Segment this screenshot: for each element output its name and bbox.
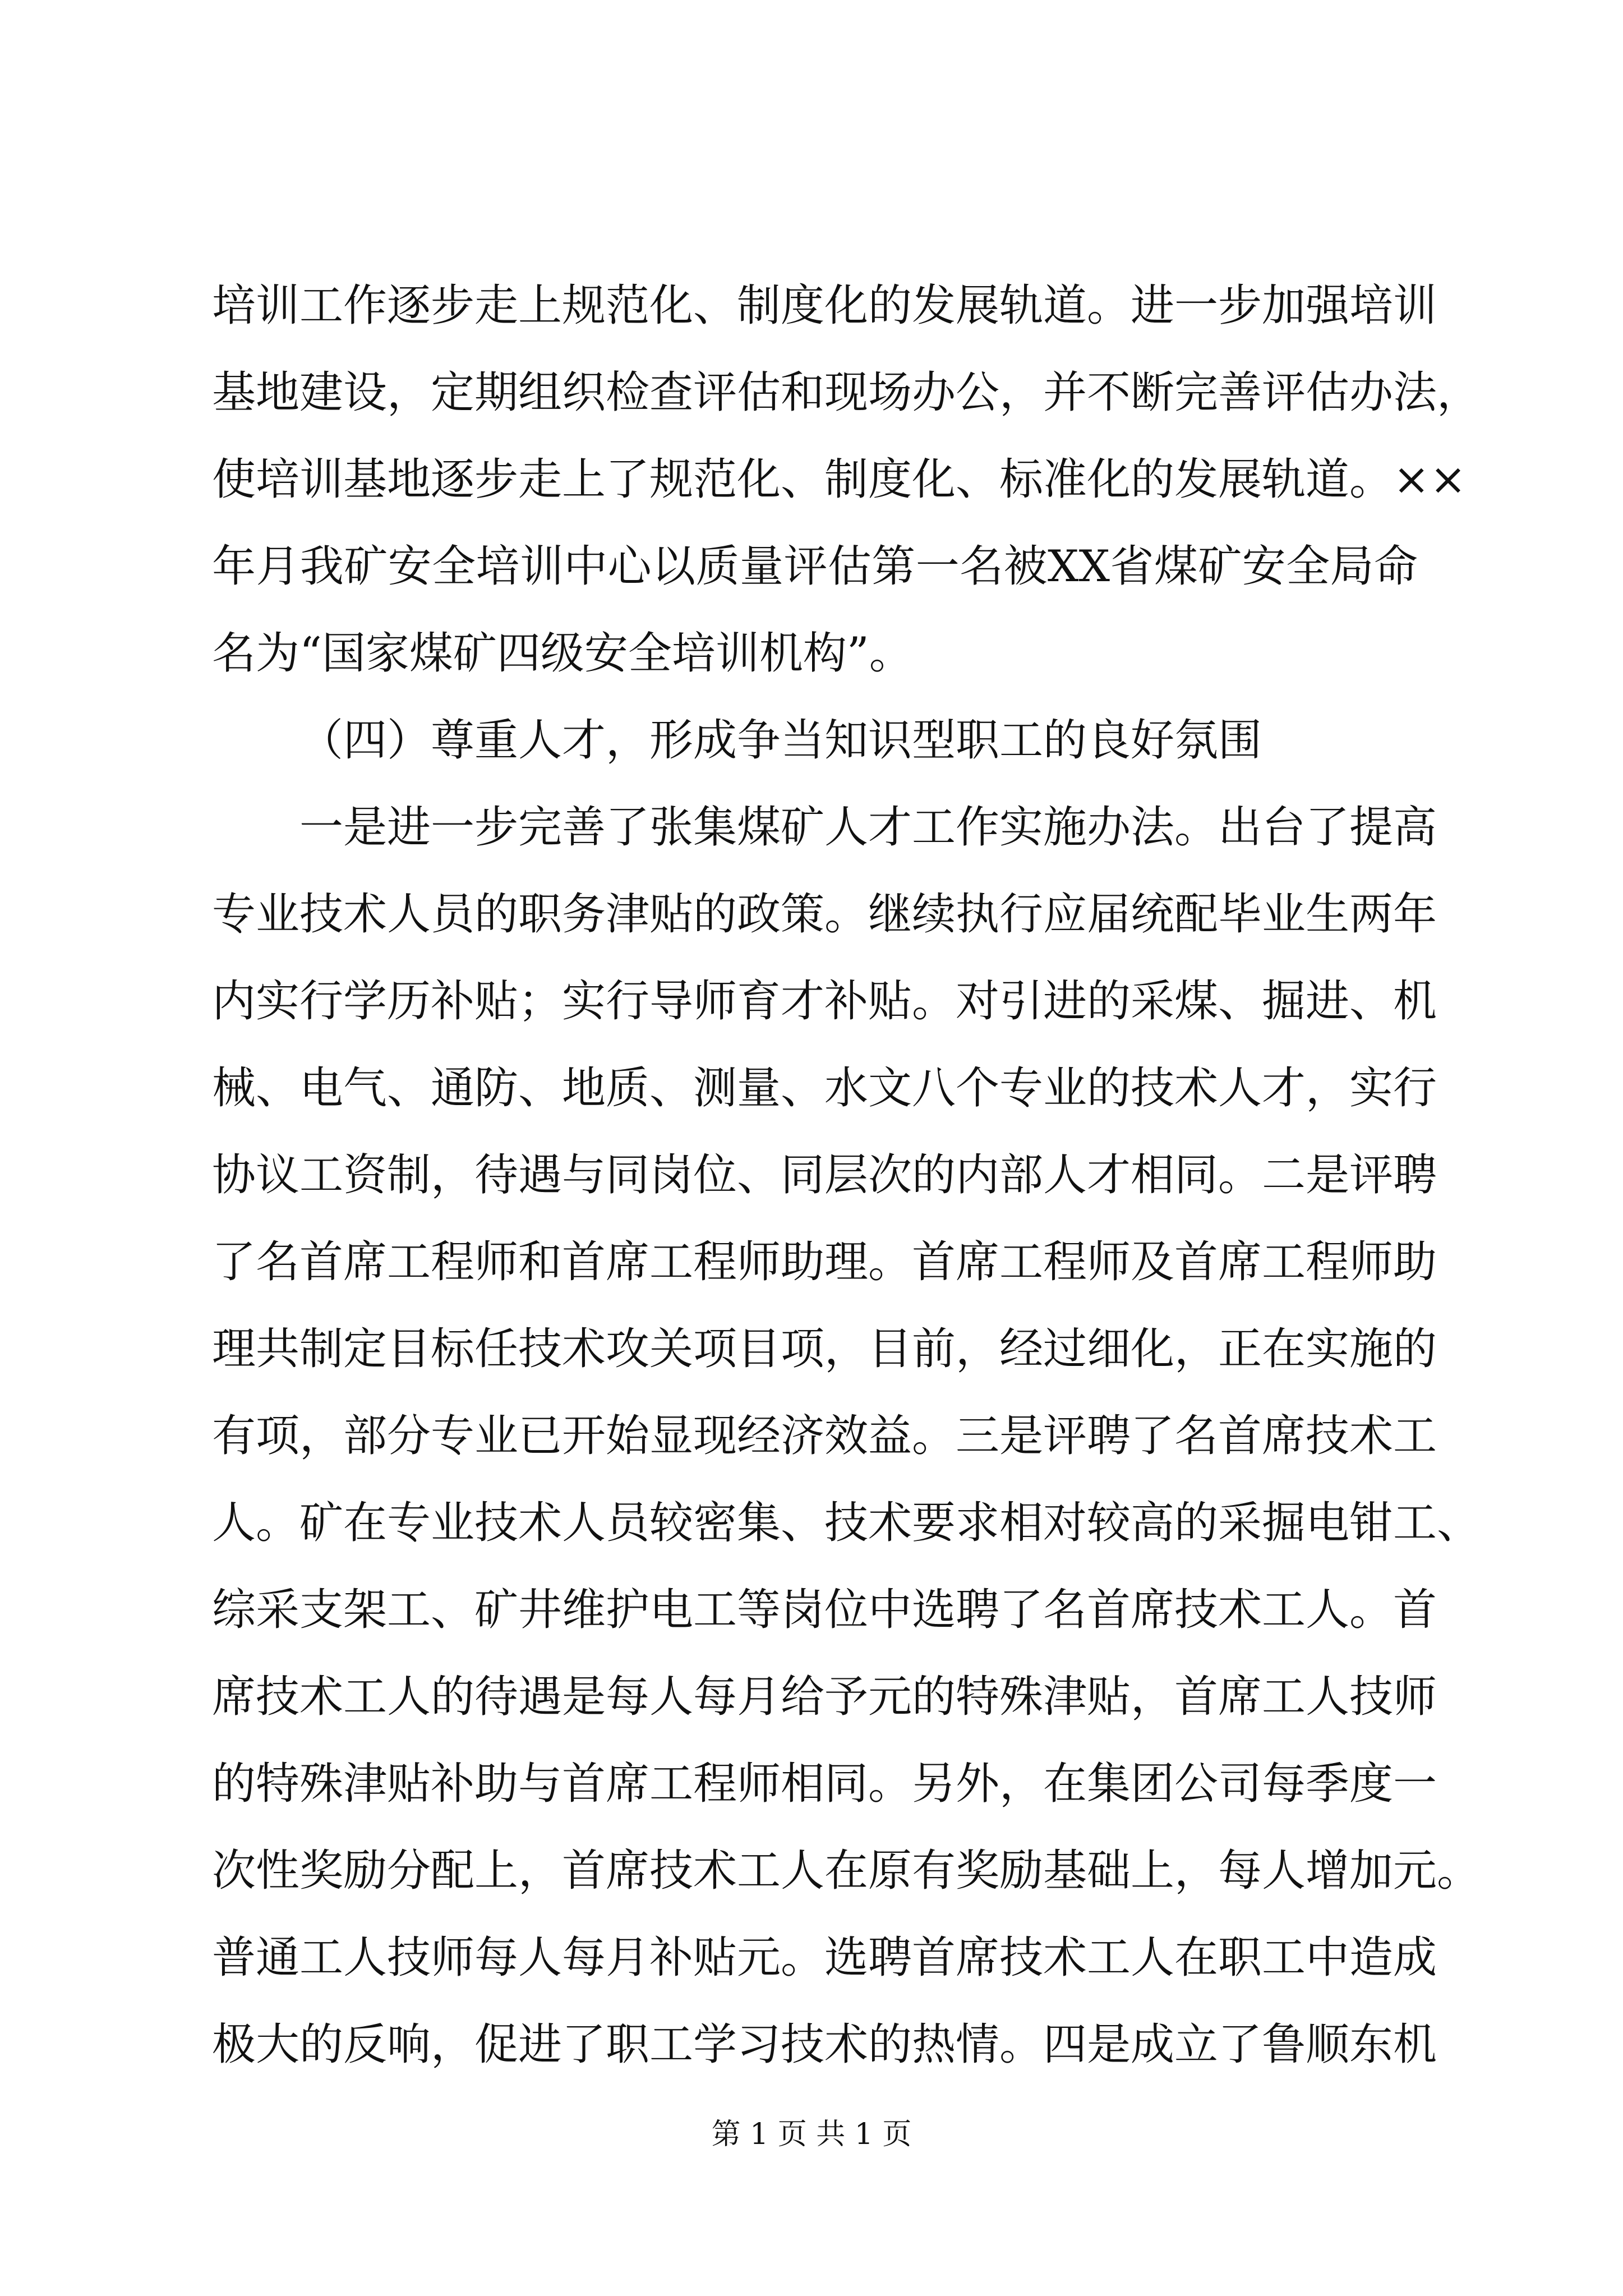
text-line: 基地建设，定期组织检查评估和现场办公，并不断完善评估办法， bbox=[212, 367, 1481, 418]
text-line: 培训工作逐步走上规范化、制度化的发展轨道。进一步加强培训 bbox=[212, 280, 1437, 331]
text-line: 协议工资制，待遇与同岗位、同层次的内部人才相同。二是评聘 bbox=[212, 1150, 1437, 1200]
text-line: 的特殊津贴补助与首席工程师相同。另外，在集团公司每季度一 bbox=[212, 1759, 1437, 1809]
text-line: 了名首席工程师和首席工程师助理。首席工程师及首席工程师助 bbox=[212, 1237, 1437, 1287]
text-line: 年月我矿安全培训中心以质量评估第一名被XX省煤矿安全局命 bbox=[212, 541, 1418, 592]
text-line: 内实行学历补贴；实行导师育才补贴。对引进的采煤、掘进、机 bbox=[212, 976, 1437, 1027]
text-line: 使培训基地逐步走上了规范化、制度化、标准化的发展轨道。×× bbox=[212, 454, 1467, 505]
text-line: 有项，部分专业已开始显现经济效益。三是评聘了名首席技术工 bbox=[212, 1411, 1437, 1461]
page-footer: 第 1 页 共 1 页 bbox=[711, 2118, 912, 2151]
body-text bbox=[212, 263, 1481, 2088]
text-line: 一是进一步完善了张集煤矿人才工作实施办法。出台了提高 bbox=[299, 802, 1437, 853]
text-line: 综采支架工、矿井维护电工等岗位中选聘了名首席技术工人。首 bbox=[212, 1585, 1437, 1635]
text-line: 极大的反响，促进了职工学习技术的热情。四是成立了鲁顺东机 bbox=[212, 2019, 1437, 2070]
section-heading: （四）尊重人才，形成争当知识型职工的良好氛围 bbox=[299, 715, 1262, 766]
text-line: 普通工人技师每人每月补贴元。选聘首席技术工人在职工中造成 bbox=[212, 1932, 1437, 1983]
text-line: 人。矿在专业技术人员较密集、技术要求相对较高的采掘电钳工、 bbox=[212, 1498, 1481, 1548]
text-line: 席技术工人的待遇是每人每月给予元的特殊津贴，首席工人技师 bbox=[212, 1672, 1437, 1722]
text-line: 名为“国家煤矿四级安全培训机构”。 bbox=[212, 628, 913, 679]
text-line: 专业技术人员的职务津贴的政策。继续执行应届统配毕业生两年 bbox=[212, 889, 1437, 940]
text-line: 理共制定目标任技术攻关项目项，目前，经过细化，正在实施的 bbox=[212, 1324, 1437, 1374]
text-line: 次性奖励分配上，首席技术工人在原有奖励基础上，每人增加元。 bbox=[212, 1846, 1481, 1896]
text-line: 械、电气、通防、地质、测量、水文八个专业的技术人才，实行 bbox=[212, 1063, 1437, 1114]
